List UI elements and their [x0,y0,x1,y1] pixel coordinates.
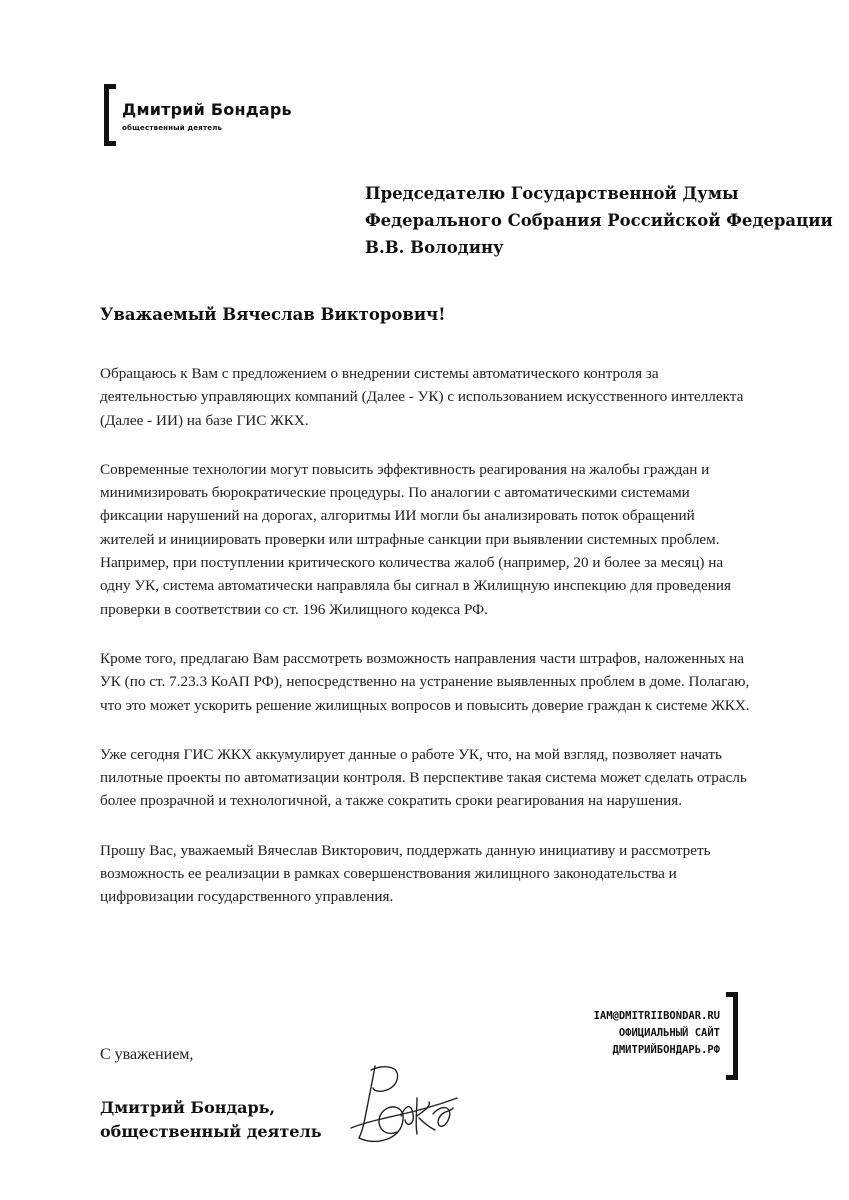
addressee-line: В.В. Володину [365,238,504,257]
paragraph: Кроме того, предлагаю Вам рассмотреть возможность направления части штрафов, наложенных на УК (по ст. 7.23.3 КоАП РФ), непосредственно на устранение выявленных проблем в доме. Полагаю, что это может ускорить решение жилищных вопросов и повысить доверие граждан к системе ЖКХ. [100,649,750,714]
letterhead-name: Дмитрий Бондарь [122,100,292,119]
addressee-block [365,180,835,261]
contact-site[interactable]: ДМИТРИЙБОНДАРЬ.РФ [612,1044,720,1056]
contact-block [560,1008,720,1059]
contact-email[interactable]: IAM@DMITRIIBONDAR.RU [593,1010,720,1022]
paragraph: Уже сегодня ГИС ЖКХ аккумулирует данные о работе УК, что, на мой взгляд, позволяет начать пилотные проекты по автоматизации контроля. В перспективе такая система может сделать отрасль более прозрачной и технологичной, а также сократить сроки реагирования на нарушения. [100,745,747,810]
paragraph: Обращаюсь к Вам с предложением о внедрении системы автоматического контроля за деятельностью управляющих компаний (Далее - УК) с использованием искусственного интеллекта (Далее - ИИ) на базе ГИС ЖКХ. [100,365,744,429]
addressee-line: Федерального Собрания Российской Федерации [365,211,833,230]
contact-bracket [726,992,738,1080]
signatory-title: общественный деятель [100,1122,322,1141]
addressee-line: Председателю Государственной Думы [365,184,739,203]
handwritten-signature [345,1058,465,1150]
contact-label: ОФИЦИАЛЬНЫЙ САЙТ [618,1027,720,1039]
signatory-name: Дмитрий Бондарь, [100,1098,276,1117]
paragraph: Современные технологии могут повысить эффективность реагирования на жалобы граждан и минимизировать бюрократические процедуры. По аналогии с автоматическими системами фиксации нарушений на дорогах, алгоритмы ИИ могли бы анализировать поток обращений жителей и инициировать проверки или штрафные санкции при выявлении системных проблем. Например, при поступлении критического количества жалоб (например, 20 и более за месяц) на одну УК, система автоматически направляла бы сигнал в Жилищную инспекцию для проведения проверки в соответствии со ст. 196 Жилищного кодекса РФ. [100,460,731,618]
signatory [100,1096,322,1144]
closing: С уважением, [100,1046,194,1063]
letterhead-bracket [104,84,116,146]
letterhead-subtitle: общественный деятель [122,124,223,132]
letter-body [100,362,750,935]
paragraph: Прошу Вас, уважаемый Вячеслав Викторович, поддержать данную инициативу и рассмотреть возможность ее реализации в рамках совершенствования жилищного законодательства и цифровизации государственного управления. [100,841,711,906]
greeting: Уважаемый Вячеслав Викторович! [100,305,446,324]
